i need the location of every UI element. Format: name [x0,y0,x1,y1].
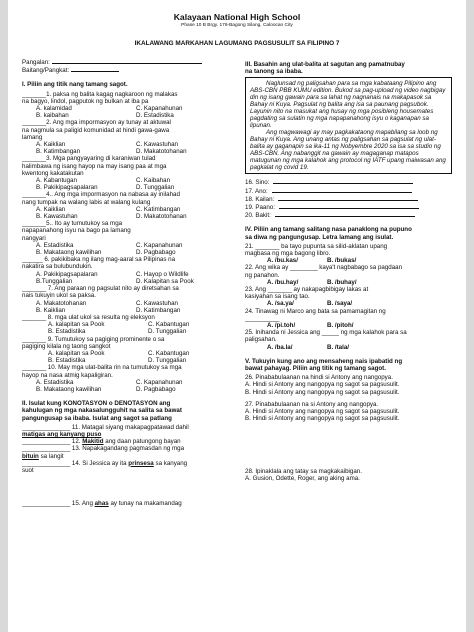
name-field [22,58,235,66]
answer-option[interactable]: D. Pagbabago [136,385,176,393]
question-item [22,91,235,120]
answer-option[interactable]: A. kalapitan sa Pook [48,321,105,329]
answer-option[interactable]: A. /sa.ya/ [267,300,294,308]
question-text: na nagmula sa paligid komunidad at hindi gawa-gawa [22,126,170,134]
question-text: 21. _______ ba tayo pupunta sa silid-aklatan upang [245,242,388,250]
item-28-question: 28. Ipinaklala ang tatay sa magkakaibigan. [245,467,362,475]
question-item [245,243,452,265]
part2-items [22,424,235,508]
question-text: _______ 10. May mga ulat-balita rin na tumutukoy sa mga [22,364,182,372]
answer-options [22,177,235,191]
question-item [22,424,235,438]
answer-option[interactable]: C. Kawastuhan [136,299,178,307]
right-column [245,58,452,507]
answer-option[interactable]: A. kalamidad [36,105,72,113]
part3-heading [245,61,452,75]
exam-header [22,12,452,47]
question-text: ______________ 11. Matagal siyang makapagpatawad dahil [22,423,189,431]
answer-option[interactable]: A. /bu.kas/ [267,257,298,265]
answer-option[interactable]: A. /bu.hay/ [267,278,299,286]
question-text: ay tunay na makamandag [108,500,182,508]
answer-option[interactable]: B. kaibahan [36,112,69,120]
answer-option[interactable]: A. kalapitan sa Pook [48,349,105,357]
answer-options [22,141,235,155]
wh-label: 17. Ano: [245,187,268,195]
question-line [22,460,235,467]
question-item [22,445,235,459]
wh-label: 20. Bakit: [245,212,271,220]
left-column [22,58,245,507]
question-text: ______________ 14. Si Jessica ay ita [22,459,129,467]
wh-question [245,178,452,186]
name-label: Pangalan: [22,59,50,66]
answer-option[interactable]: B. Estadistika [48,328,86,336]
question-text: suot [22,466,34,474]
part3-heading-line: na tanong sa ibaba. [245,68,303,76]
answer-options [245,322,452,329]
answer-option[interactable]: C. Kaibahan [136,177,171,185]
name-blank[interactable] [52,58,202,64]
answer-option[interactable]: A. Kaiklian [36,205,66,213]
answer-options [245,257,452,264]
answer-option[interactable]: D. Makatotohanan [136,213,187,221]
answer-option[interactable]: B. /saya/ [327,300,353,308]
answer-option[interactable]: A. Makatotohanan [36,299,87,307]
wh-label: 16. Sino: [245,179,270,187]
question-text: kasiyahan sa isang tao. [245,293,310,301]
underlined-word: prinsesa [128,459,154,467]
question-text: nais tukuyin ukol sa paksa. [22,292,96,300]
part1-heading: I. Piliin ang titik nang tamang sagot. [22,81,128,89]
answer-option[interactable]: A. Hindi si Antony ang nangopya ng sagot sa pagsusulit. [245,408,400,416]
answer-options [22,271,235,285]
wh-label: 18. Kailan: [245,195,275,203]
answer-option[interactable]: B. Makataong kawilihan [36,385,102,393]
answer-option[interactable]: D. Tunggalian [148,357,187,365]
question-text: 25. Inihanda ni Jessica ang _____ ng mga kalahok para sa [245,329,407,337]
question-item [22,460,235,500]
answer-blank[interactable] [275,211,415,217]
answer-option[interactable]: B. /buhay/ [327,278,357,286]
wh-question [245,211,452,219]
answer-option[interactable]: D. Tunggalian [148,328,187,336]
question-line [22,453,235,460]
answer-option[interactable]: A. Estadistika [36,378,74,386]
question-text: 23. Ang _______ ay nakapagbibigay lakas at [245,286,369,294]
answer-options [22,321,235,335]
answer-option[interactable]: A. /ba.la/ [267,343,293,351]
question-item [22,155,235,191]
question-item [22,220,235,256]
wh-question [245,187,452,195]
answer-options [245,279,452,286]
part2-heading-line: II. Isulat kung KONOTASYON o DENOTASYON ang [22,400,171,408]
part2-heading-line: kahulugan ng mga nakasalungguhit na salita sa bawat [22,407,182,415]
answer-option[interactable]: A. /pi.toh/ [267,322,296,330]
answer-options [245,300,452,307]
question-text: kwentong kakatakutan [22,169,84,177]
answer-blank[interactable] [272,187,412,193]
question-line [22,424,235,431]
part5-heading-line: bawat pahayag. Piliin ang titik ng tamang sagot. [245,365,386,373]
question-text: 24. Tinawag ni Marco ang bata sa pamamagitan ng [245,307,386,315]
answer-options [22,300,235,314]
underlined-word: ahas [94,500,109,508]
answer-option[interactable]: B. Estadistika [48,357,86,365]
answer-option[interactable]: B. Kawastuhan [36,213,78,221]
answer-option[interactable]: B. Katimbangan [36,148,81,156]
answer-option[interactable]: B. Pakikipagsapalaran [36,184,98,192]
part3-heading-line: III. Basahin ang ulat-balita at sagutan ang pamatnubay [245,61,405,68]
answer-option[interactable]: D. Kalapitan sa Pook [136,277,194,285]
answer-blank[interactable] [279,203,419,209]
question-text: 27. Pinababulaanan na si Antony ang nangopya. [245,400,379,408]
underlined-word: bituin [22,452,39,460]
question-text: paligsahan. [245,336,277,344]
answer-option[interactable]: B. Hindi si Antony ang nangopya ng sagot sa pagsusulit. [245,415,400,423]
question-text: sa kanyang [153,459,188,467]
question-text: lamang [22,133,43,141]
question-item [22,256,235,285]
answer-blank[interactable] [278,195,418,201]
part2-heading [22,400,235,422]
question-text: na bagyo, lindol, pagputok ng bulkan at iba pa [22,97,149,105]
part4-heading [245,226,452,240]
question-text: _______3. Mga pangyayaring di karaniwan tulad [22,155,156,163]
question-item [245,329,452,351]
answer-option[interactable]: B. /tala/ [327,343,350,351]
part4-heading-line: sa diwa ng pangungusap. Letra lamang ang isulat. [245,233,394,241]
question-text: ______________ 12. [22,438,83,446]
answer-option[interactable]: A. Pakikipagsapalaran [36,270,98,278]
wh-questions [245,178,452,219]
answer-option[interactable]: B. Makataong kawilihan [36,249,102,257]
part2-heading-line: pangungusap sa ibaba. Isulat ang sagot sa patlang [22,414,172,422]
answer-option[interactable]: A. Kaiklian [36,141,66,149]
question-text: _______ 9. Tumutukoy sa pagiging prominente o sa [22,335,165,343]
underlined-word: Makitid [82,438,104,446]
article-paragraph: Ang magwawagi ay may pagkakataong mapabilang sa loob ng Bahay ni Kuya. Ang unang antas ng paligsahan sa pagsulat ng ulat-balita ay gaganapin sa ika-11 ng Nobyembre 2020 sa isa sa studio ng ABS-CBN. Ang nabanggit na gawain ay magaganap matapos matugunan ng mga kalahok ang protocol ng IATF upang maiwasan ang pagkalat ng covid 19. [250,129,446,172]
question-item [22,285,235,314]
item-28-option-a: A. Gusion, Odette, Roger, ang aking ama. [245,474,360,482]
question-item [22,438,235,445]
answer-option[interactable]: D. Makatotohanan [136,148,187,156]
question-item [245,308,452,330]
question-line [22,467,235,474]
question-text: nang tumpak na walang labis at walang kulang [22,198,151,206]
school-name: Kalayaan National High School [173,12,301,22]
answer-options [22,242,235,256]
question-item [22,336,235,365]
answer-option[interactable]: B. /bukas/ [327,257,357,265]
part5-heading-line: V. Tukuyin kung ano ang mensaheng nais ipabatid ng [245,357,403,365]
answer-option[interactable]: A. Kabantugan [36,177,77,185]
part5-heading [245,358,452,372]
question-text: _______5.. Ito ay tumutukoy sa mga [22,220,123,228]
exam-title: IKALAWANG MARKAHAN LAGUMANG PAGSUSULIT SA FILIPINO 7 [134,40,340,47]
wh-label: 19. Paano: [245,204,275,212]
answer-option[interactable]: A. Estadistika [36,241,74,249]
wh-question [245,195,452,203]
question-text: ang daan patungong bayan [103,438,181,446]
question-item [22,119,235,155]
question-text: _______4.. Ang mga impormasyon na nabasa ay inilahad [22,191,180,199]
answer-option[interactable]: D. Katimbangan [136,306,181,314]
question-line [22,438,235,445]
question-item [245,264,452,286]
answer-option[interactable]: C. Hayop o Wildlife [136,270,189,278]
answer-option[interactable]: C. Katimbangan [136,205,181,213]
answer-options [22,206,235,220]
grade-blank[interactable] [71,66,119,72]
question-text: pagiging kilala ng taong sangkot [22,342,111,350]
question-text: ______________ 13. Napakagandang pagmasdan ng mga [22,445,185,453]
answer-option[interactable]: C. Kawastuhan [136,141,178,149]
question-item [245,286,452,308]
answer-options [245,344,452,351]
answer-option[interactable]: D. Pagbabago [136,249,176,257]
answer-option[interactable]: B. /pitoh/ [327,322,354,330]
answer-options [22,105,235,119]
answer-option[interactable]: D. Tunggalian [136,184,175,192]
exam-page [8,0,466,632]
part4-items [245,243,452,351]
answer-option[interactable]: C. Kapanahunan [136,105,183,113]
question-line [22,445,235,452]
question-text: nakatira sa bulubundukin. [22,263,93,271]
question-line [22,500,235,507]
question-item [22,314,235,336]
question-text: ______________ 15. Ang [22,500,95,508]
question-text: _______ 7. Ang paraan ng pagsulat nito ay diretsahan sa [22,285,179,293]
underlined-word: matigas ang kanyang puso [22,430,102,438]
grade-field [22,66,235,74]
answer-option[interactable]: C. Kabantugan [148,349,190,357]
wh-question [245,203,452,211]
question-item [22,500,235,507]
question-text: hayop na nasa atmig kapaligiran. [22,371,113,379]
answer-option[interactable]: C. Kapanahunan [136,241,183,249]
question-item [245,374,452,396]
answer-option[interactable]: B. Hindi si Antony ang nangopya ng sagot sa pagsusulit. [245,388,400,396]
school-address: Phase 10 B Brgy. 176-Bagong Silang, Caloocan City [181,23,293,28]
answer-option[interactable]: A. Hindi si Antony ang nangopya ng sagot sa pagsusulit. [245,381,400,389]
question-text: napapanahong isyu na bago pa lamang [22,227,131,235]
question-text: ______ 6. pakikibaka ng ilang mag-aaral sa Pilipinas na [22,256,176,264]
question-item [245,401,452,423]
answer-option[interactable]: B.Tunggalian [36,277,73,285]
question-text: nangyari [22,234,46,242]
question-text: 22. Ang wika ay ________ kaya't nagbabago sa pagdaan [245,264,403,272]
question-item [22,191,235,220]
question-text: ng panahon. [245,271,280,279]
answer-options [22,350,235,364]
answer-option[interactable]: B. Kaiklian [36,306,66,314]
answer-option[interactable]: D. Estadistika [136,112,174,120]
answer-option[interactable]: C. Kapanahunan [136,378,183,386]
question-item [22,364,235,393]
question-text: halimbawa ng isang hayop na may isang paa at mga [22,162,167,170]
part5-items [245,374,452,422]
question-line [22,431,235,438]
question-text: __________ [245,314,280,322]
question-text: sa langit [38,452,64,460]
answer-blank[interactable] [273,178,413,184]
question-text: 26. Pinababulaanan na hindi si Antony ang nangopya. [245,374,393,382]
part4-heading-line: IV. Piliin ang tamang salitang nasa panaklong na pupuno [245,226,412,234]
question-text: _______2. Ang mga impormasyon ay tunay at aktuwal [22,119,171,127]
article-paragraph: Naglunsad ng paligsahan para sa mga kabataang Pilipino ang ABS-CBN PBB KUMU edition. Bukod sa pag-upload ng video nagbigay din ng isang gawain para sa lahat ng nagnanais na makapasok sa Bahay ni Kuya. Pagsulat ng balita ang isa sa paunang pagsubok. Layunin nito na masukat ang husay ng mga posibleng housemates pagdating sa sulatin ng mga napapanahong isyu o kaganapan sa lipunan. [250,80,446,130]
question-text: magbasa ng mga bagong libro. [245,250,331,258]
news-article-box [245,77,452,174]
question-text: _______ 8. mga ulat ukol sa resulta ng eleksyon [22,313,155,321]
answer-option[interactable]: C. Kabantugan [148,321,190,329]
question-text: _______1. paksa ng balita kagag nagkaroon ng malakas [22,90,178,98]
answer-options [22,379,235,393]
part1-items [22,91,235,394]
grade-label: Baitang/Pangkat: [22,67,70,75]
